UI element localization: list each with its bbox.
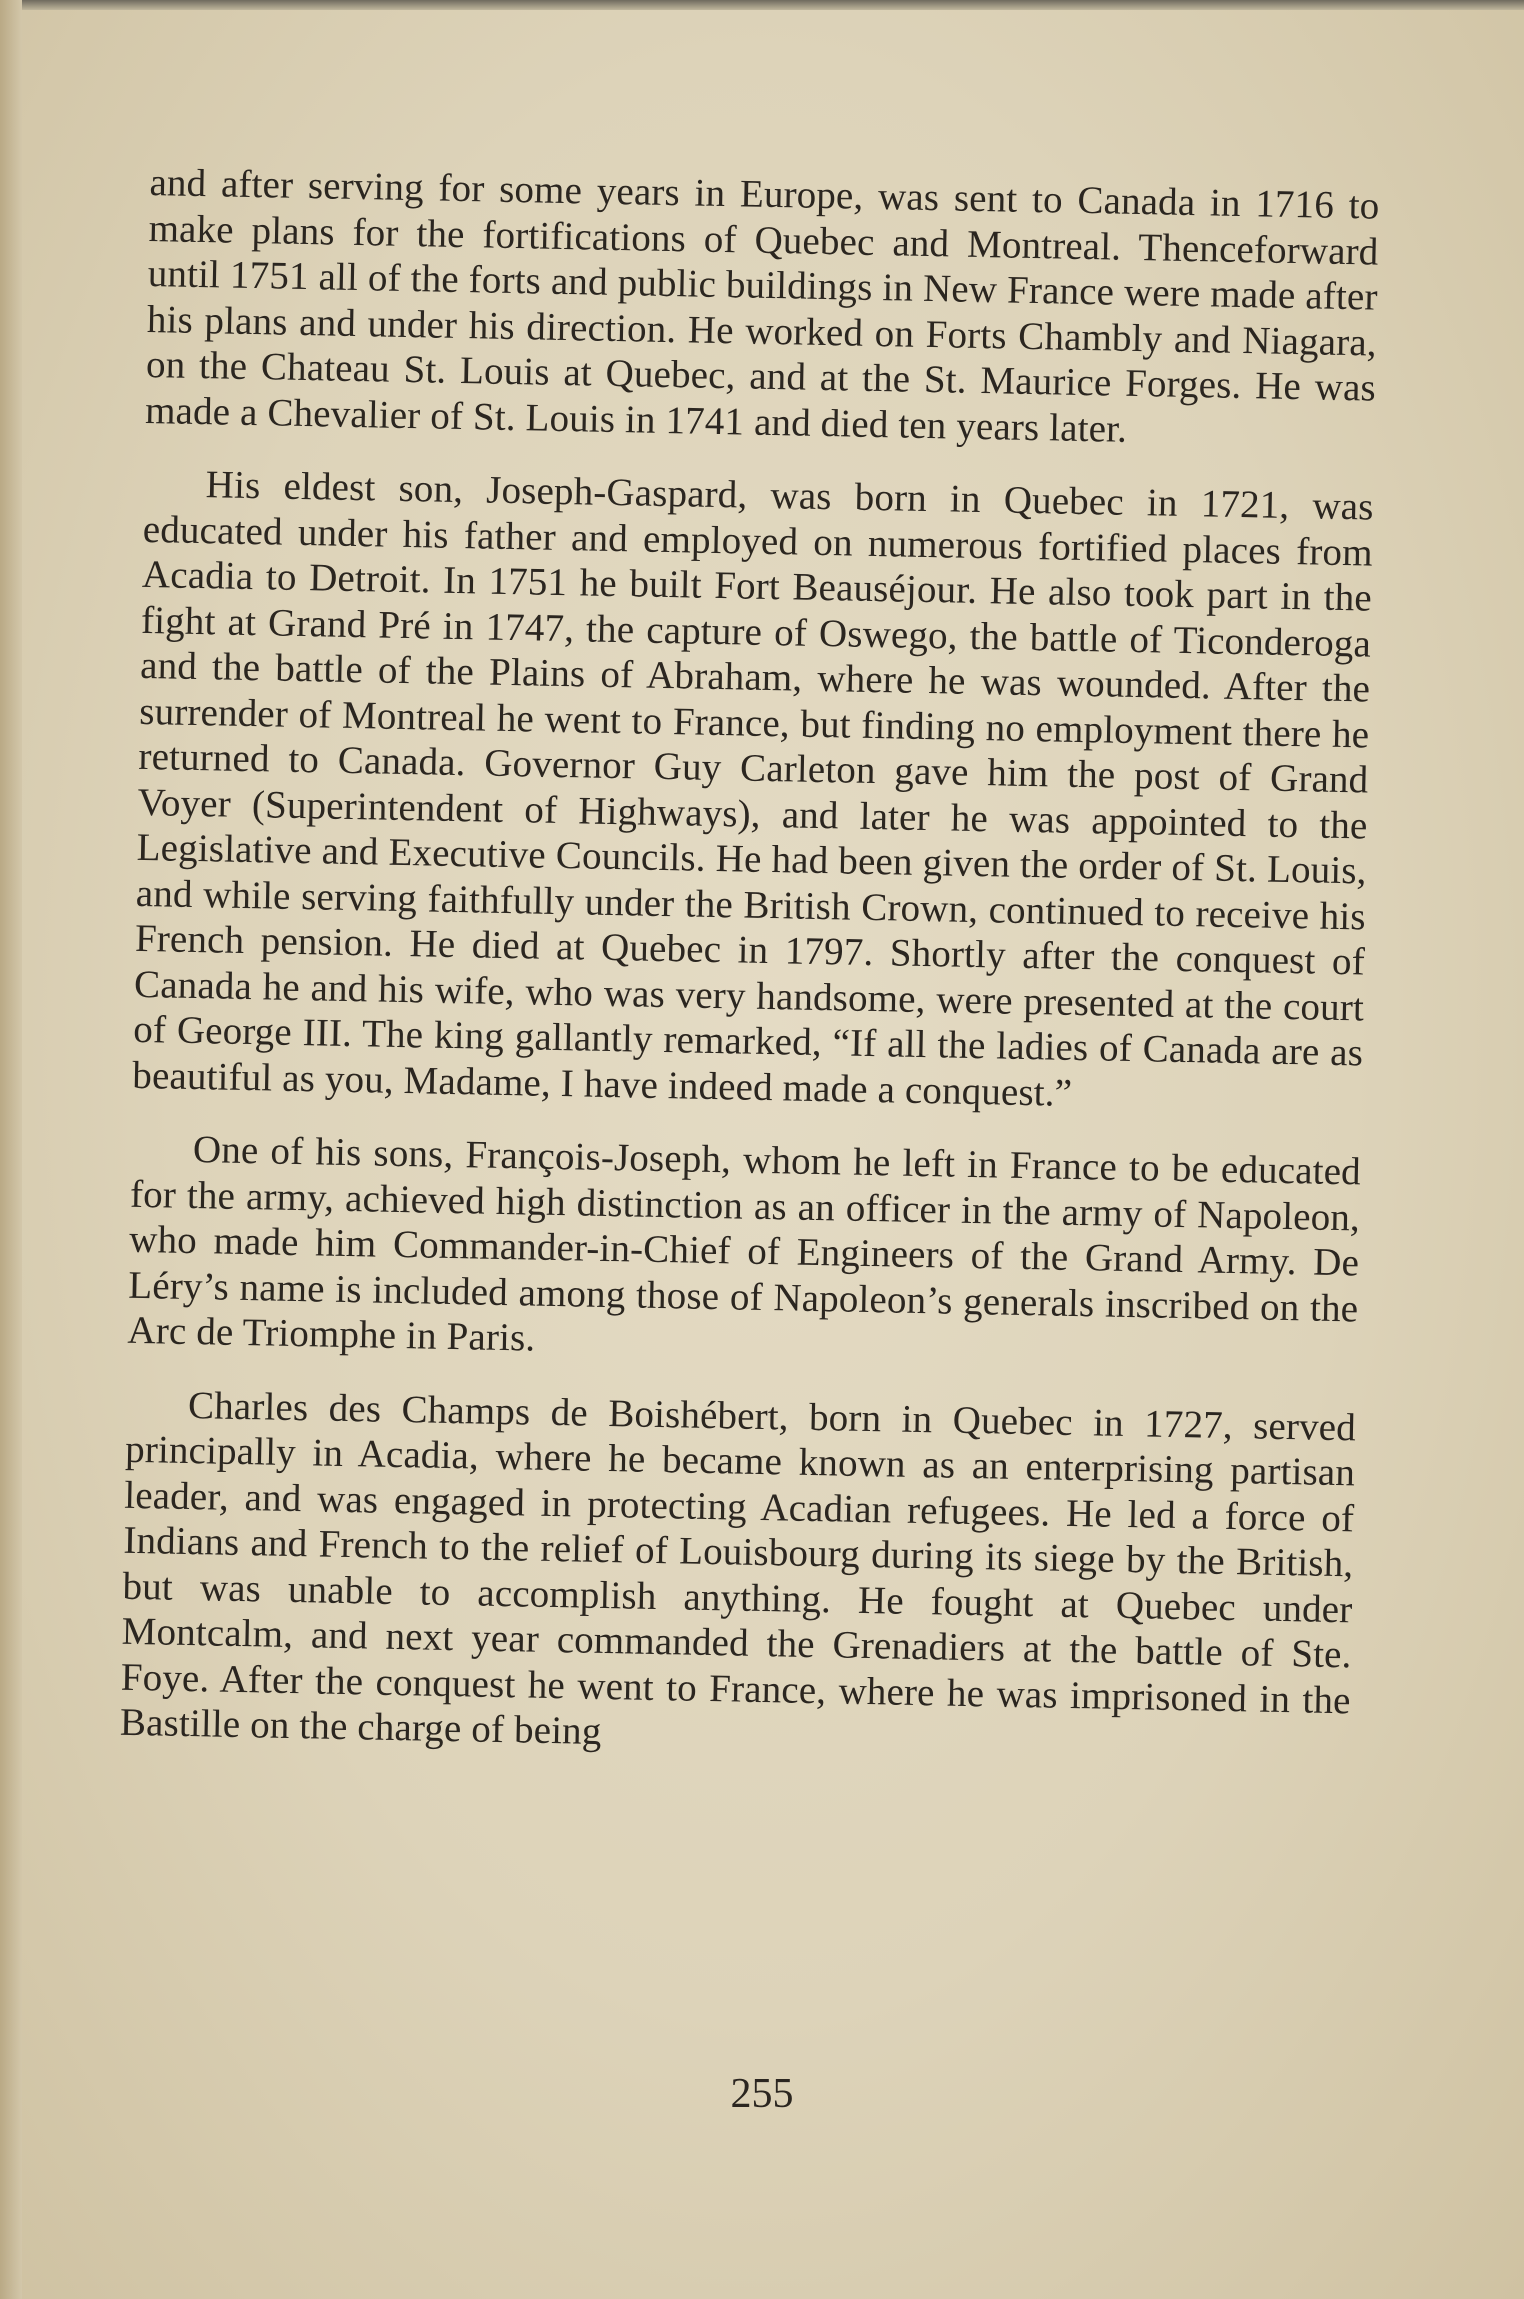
page-number: 255 xyxy=(730,2071,794,2117)
paragraph-2: His eldest son, Joseph-Gaspard, was born in Quebec in 1721, was educated under his father and employed on numerous fortified places from Acadia to Detroit. In 1751 he built Fort Beauséjour. He also took part in the fight at Grand Pré in 1747, the capture of Oswego, the battle of Ticonderoga and the battle of the Plains of Abraham, where he was wounded. After the surrender of Montreal he went to France, but finding no employment there he returned to Canada. Governor Guy Carleton gave him the post of Grand Voyer (Superintendent of Highways), and later he was appointed to the Legislative and Executive Councils. He had been given the order of St. Louis, and while serving faithfully under the British Crown, continued to receive his French pension. He died at Quebec in 1797. Shortly after the conquest of Canada he and his wife, who was very handsome, were presented at the court of George III. The king gallantly remarked, “If all the ladies of Canada are as beautiful as you, Madame, I have indeed made a conquest.” xyxy=(132,463,1374,1115)
body-text xyxy=(119,160,1380,1797)
paragraph-3: One of his sons, François-Joseph, whom he left in France to be educated for the army, achieved high distinction as an officer in the army of Napoleon, who made him Commander-in-Chief of Engineers of the Grand Army. De Léry’s name is included among those of Napoleon’s generals inscribed on the Arc de Triomphe in Paris. xyxy=(127,1128,1362,1360)
page-left-edge xyxy=(0,0,22,2299)
page-top-edge xyxy=(0,0,1524,10)
paragraph-1: and after serving for some years in Europe, was sent to Canada in 1716 to make plans for the fortifications of Quebec and Montreal. Thenceforward until 1751 all of the forts and public buildings in New France were made after his plans and under his direction. He worked on Forts Chambly and Niagara, on the Chateau St. Louis at Quebec, and at the St. Maurice Forges. He was made a Chevalier of St. Louis in 1741 and died ten years later. xyxy=(144,160,1380,451)
paragraph-4: Charles des Champs de Boishébert, born in Quebec in 1727, served principally in Acadia, where he became known as an enterprising partisan leader, and was engaged in protecting Acadian refugees. He led a force of Indians and French to the relief of Louisbourg during its siege by the British, but was unable to accomplish anything. He fought at Quebec under Montcalm, and next year commanded the Grenadiers at the battle of Ste. Foye. After the conquest he went to France, where he was imprisoned in the Bastille on the charge of being xyxy=(119,1383,1357,1753)
